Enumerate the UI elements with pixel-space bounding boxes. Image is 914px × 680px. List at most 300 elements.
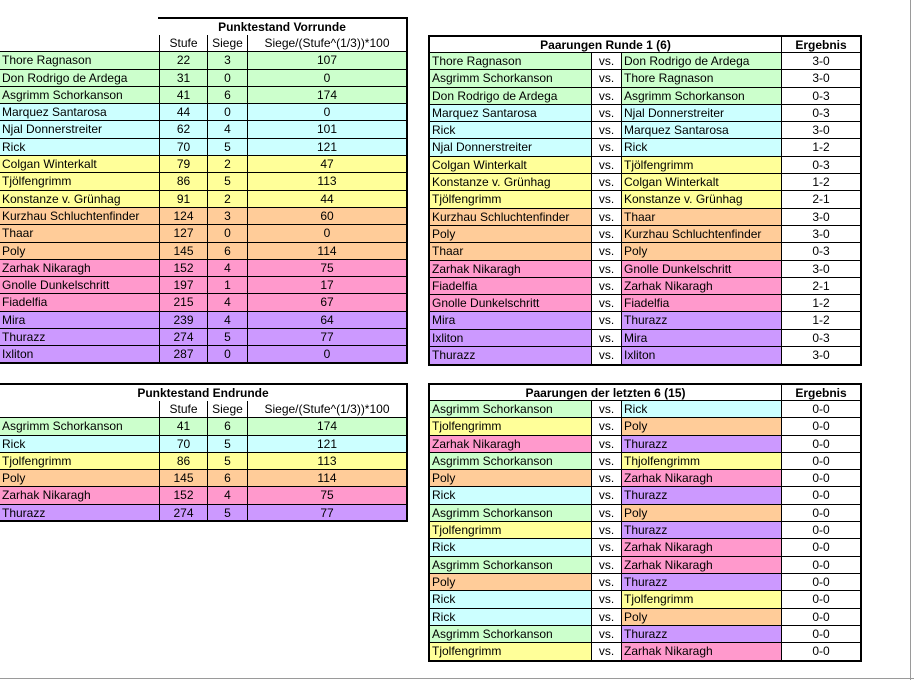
pairings-round1-table xyxy=(428,35,862,366)
pairing-player-a: Tjolfengrimm xyxy=(430,418,592,435)
pairing-vs: vs. xyxy=(592,157,622,174)
pairing-player-b: Thurazz xyxy=(622,436,782,453)
header-name xyxy=(0,35,160,52)
player-stufe: 197 xyxy=(160,277,208,294)
pairing-player-b: Poly xyxy=(622,609,782,626)
table-row xyxy=(0,173,408,190)
player-name: Thaar xyxy=(0,225,160,242)
pairing-player-a: Rick xyxy=(430,122,592,139)
standings-prelim-title: Punktestand Vorrunde xyxy=(158,17,408,35)
pairings-final-table xyxy=(428,383,862,662)
table-row xyxy=(430,436,860,453)
player-name: Thurazz xyxy=(0,505,160,522)
table-row xyxy=(0,505,408,522)
standings-final-title: Punktestand Endrunde xyxy=(0,383,408,401)
table-row xyxy=(0,418,408,435)
pairing-result: 0-3 xyxy=(782,88,860,105)
player-siege: 6 xyxy=(208,418,248,435)
player-score: 60 xyxy=(248,208,408,225)
pairing-vs: vs. xyxy=(592,418,622,435)
pairing-player-b: Gnolle Dunkelschritt xyxy=(622,261,782,278)
pairing-vs: vs. xyxy=(592,209,622,226)
pairing-player-b: Ixliton xyxy=(622,347,782,364)
pairing-vs: vs. xyxy=(592,139,622,156)
player-siege: 3 xyxy=(208,52,248,69)
player-siege: 2 xyxy=(208,156,248,173)
table-row xyxy=(430,643,860,660)
pairing-result: 0-0 xyxy=(782,470,860,487)
player-score: 114 xyxy=(248,243,408,260)
player-score: 64 xyxy=(248,312,408,329)
pairing-result: 0-3 xyxy=(782,157,860,174)
player-siege: 4 xyxy=(208,294,248,311)
player-stufe: 152 xyxy=(160,260,208,277)
pairing-vs: vs. xyxy=(592,487,622,504)
pairing-vs: vs. xyxy=(592,574,622,591)
player-siege: 3 xyxy=(208,208,248,225)
pairing-player-b: Thore Ragnason xyxy=(622,70,782,87)
player-name: Thurazz xyxy=(0,329,160,346)
pairing-vs: vs. xyxy=(592,105,622,122)
pairing-vs: vs. xyxy=(592,643,622,660)
player-name: Zarhak Nikaragh xyxy=(0,260,160,277)
header-stufe: Stufe xyxy=(160,35,208,52)
table-row xyxy=(430,209,860,226)
standings-final-header xyxy=(0,401,408,418)
player-score: 0 xyxy=(248,225,408,242)
player-name: Rick xyxy=(0,139,160,156)
player-stufe: 215 xyxy=(160,294,208,311)
header-score: Siege/(Stufe^(1/3))*100 xyxy=(248,401,408,418)
standings-prelim-header xyxy=(0,35,408,52)
player-name: Fiadelfia xyxy=(0,294,160,311)
pairing-result: 1-2 xyxy=(782,295,860,312)
pairing-player-a: Zarhak Nikaragh xyxy=(430,436,592,453)
table-row xyxy=(0,52,408,69)
player-score: 0 xyxy=(248,104,408,121)
player-stufe: 127 xyxy=(160,225,208,242)
pairing-player-a: Asgrimm Schorkanson xyxy=(430,401,592,418)
table-row xyxy=(0,243,408,260)
pairing-result: 0-0 xyxy=(782,401,860,418)
pairing-player-a: Poly xyxy=(430,470,592,487)
pairings-final-title: Paarungen der letzten 6 (15) xyxy=(430,385,782,400)
pairing-result: 1-2 xyxy=(782,174,860,191)
pairings-final-rows xyxy=(428,401,862,662)
pairings-round1-result-header: Ergebnis xyxy=(795,38,847,52)
table-row xyxy=(430,557,860,574)
table-row xyxy=(0,436,408,453)
pairing-vs: vs. xyxy=(592,312,622,329)
pairing-player-a: Asgrimm Schorkanson xyxy=(430,70,592,87)
table-row xyxy=(0,139,408,156)
table-row xyxy=(430,70,860,87)
pairing-player-b: Thaar xyxy=(622,209,782,226)
pairing-result: 0-0 xyxy=(782,626,860,643)
pairing-result: 0-0 xyxy=(782,418,860,435)
pairing-vs: vs. xyxy=(592,505,622,522)
pairing-player-a: Colgan Winterkalt xyxy=(430,157,592,174)
player-name: Thore Ragnason xyxy=(0,52,160,69)
table-row xyxy=(430,88,860,105)
pairing-vs: vs. xyxy=(592,522,622,539)
table-row xyxy=(430,505,860,522)
pairing-player-a: Rick xyxy=(430,539,592,556)
player-stufe: 145 xyxy=(160,470,208,487)
pairing-player-b: Thurazz xyxy=(622,574,782,591)
table-row xyxy=(430,312,860,329)
pairing-result: 1-2 xyxy=(782,139,860,156)
player-name: Tjolfengrimm xyxy=(0,453,160,470)
player-siege: 5 xyxy=(208,505,248,522)
table-row xyxy=(430,609,860,626)
player-siege: 5 xyxy=(208,329,248,346)
pairing-player-a: Thaar xyxy=(430,243,592,260)
pairing-player-b: Poly xyxy=(622,505,782,522)
player-name: Don Rodrigo de Ardega xyxy=(0,70,160,87)
pairing-player-a: Marquez Santarosa xyxy=(430,105,592,122)
player-score: 114 xyxy=(248,470,408,487)
player-stufe: 62 xyxy=(160,121,208,138)
player-name: Kurzhau Schluchtenfinder xyxy=(0,208,160,225)
player-siege: 5 xyxy=(208,139,248,156)
pairing-player-a: Gnolle Dunkelschritt xyxy=(430,295,592,312)
player-stufe: 239 xyxy=(160,312,208,329)
table-row xyxy=(430,626,860,643)
pairing-player-a: Thurazz xyxy=(430,347,592,364)
player-score: 77 xyxy=(248,505,408,522)
header-siege: Siege xyxy=(208,401,248,418)
pairing-player-b: Asgrimm Schorkanson xyxy=(622,88,782,105)
pairing-vs: vs. xyxy=(592,401,622,418)
player-score: 107 xyxy=(248,52,408,69)
player-name: Poly xyxy=(0,243,160,260)
pairing-vs: vs. xyxy=(592,557,622,574)
pairing-result: 0-0 xyxy=(782,557,860,574)
player-siege: 4 xyxy=(208,260,248,277)
player-score: 17 xyxy=(248,277,408,294)
player-siege: 0 xyxy=(208,104,248,121)
pairing-result: 2-1 xyxy=(782,191,860,208)
pairing-player-a: Rick xyxy=(430,591,592,608)
player-name: Rick xyxy=(0,436,160,453)
table-row xyxy=(0,277,408,294)
pairing-vs: vs. xyxy=(592,295,622,312)
pairing-vs: vs. xyxy=(592,453,622,470)
pairing-player-a: Asgrimm Schorkanson xyxy=(430,626,592,643)
player-siege: 4 xyxy=(208,487,248,504)
pairing-result: 3-0 xyxy=(782,209,860,226)
pairing-vs: vs. xyxy=(592,591,622,608)
pairing-player-a: Asgrimm Schorkanson xyxy=(430,453,592,470)
pairing-player-a: Zarhak Nikaragh xyxy=(430,261,592,278)
pairing-player-b: Thurazz xyxy=(622,487,782,504)
table-row xyxy=(0,208,408,225)
table-row xyxy=(0,453,408,470)
pairing-player-b: Thurazz xyxy=(622,312,782,329)
player-name: Zarhak Nikaragh xyxy=(0,487,160,504)
table-row xyxy=(0,104,408,121)
player-stufe: 22 xyxy=(160,52,208,69)
pairing-player-a: Asgrimm Schorkanson xyxy=(430,557,592,574)
player-score: 113 xyxy=(248,453,408,470)
table-row xyxy=(430,453,860,470)
player-score: 75 xyxy=(248,487,408,504)
pairing-result: 0-3 xyxy=(782,330,860,347)
table-row xyxy=(430,330,860,347)
pairing-player-b: Zarhak Nikaragh xyxy=(622,278,782,295)
pairing-vs: vs. xyxy=(592,53,622,70)
player-stufe: 70 xyxy=(160,139,208,156)
pairing-player-a: Thore Ragnason xyxy=(430,53,592,70)
player-stufe: 70 xyxy=(160,436,208,453)
player-name: Colgan Winterkalt xyxy=(0,156,160,173)
player-stufe: 86 xyxy=(160,173,208,190)
player-score: 174 xyxy=(248,87,408,104)
pairing-player-b: Zarhak Nikaragh xyxy=(622,557,782,574)
table-row xyxy=(430,591,860,608)
pairing-result: 0-3 xyxy=(782,105,860,122)
table-row xyxy=(430,105,860,122)
pairing-player-a: Don Rodrigo de Ardega xyxy=(430,88,592,105)
player-siege: 6 xyxy=(208,243,248,260)
pairing-player-b: Konstanze v. Grünhag xyxy=(622,191,782,208)
pairings-final-result-header: Ergebnis xyxy=(795,386,847,400)
player-stufe: 287 xyxy=(160,346,208,363)
pairing-vs: vs. xyxy=(592,626,622,643)
pairing-player-a: Tjolfengrimm xyxy=(430,643,592,660)
table-row xyxy=(430,487,860,504)
table-row xyxy=(430,574,860,591)
player-score: 0 xyxy=(248,346,408,363)
pairing-player-a: Tjolfengrimm xyxy=(430,522,592,539)
player-score: 0 xyxy=(248,70,408,87)
table-row xyxy=(0,70,408,87)
pairing-result: 0-3 xyxy=(782,243,860,260)
pairing-player-a: Konstanze v. Grünhag xyxy=(430,174,592,191)
player-siege: 6 xyxy=(208,470,248,487)
table-row xyxy=(430,295,860,312)
pairing-result: 0-0 xyxy=(782,436,860,453)
player-stufe: 44 xyxy=(160,104,208,121)
pairing-player-a: Kurzhau Schluchtenfinder xyxy=(430,209,592,226)
table-row xyxy=(430,226,860,243)
player-score: 113 xyxy=(248,173,408,190)
player-score: 77 xyxy=(248,329,408,346)
pairing-player-a: Tjölfengrimm xyxy=(430,191,592,208)
pairing-vs: vs. xyxy=(592,70,622,87)
table-row xyxy=(0,346,408,363)
player-score: 174 xyxy=(248,418,408,435)
table-row xyxy=(430,418,860,435)
pairings-round1-header xyxy=(428,35,862,53)
pairing-player-a: Njal Donnerstreiter xyxy=(430,139,592,156)
player-score: 121 xyxy=(248,436,408,453)
pairing-result: 0-0 xyxy=(782,453,860,470)
pairing-vs: vs. xyxy=(592,226,622,243)
table-row xyxy=(0,312,408,329)
pairing-player-a: Rick xyxy=(430,609,592,626)
player-score: 44 xyxy=(248,191,408,208)
player-stufe: 152 xyxy=(160,487,208,504)
player-siege: 5 xyxy=(208,453,248,470)
pairing-player-b: Zarhak Nikaragh xyxy=(622,470,782,487)
player-score: 121 xyxy=(248,139,408,156)
pairing-player-b: Marquez Santarosa xyxy=(622,122,782,139)
player-name: Asgrimm Schorkanson xyxy=(0,418,160,435)
pairing-result: 0-0 xyxy=(782,591,860,608)
pairing-vs: vs. xyxy=(592,278,622,295)
pairing-player-b: Don Rodrigo de Ardega xyxy=(622,53,782,70)
pairing-result: 3-0 xyxy=(782,70,860,87)
pairing-result: 0-0 xyxy=(782,574,860,591)
table-row xyxy=(430,522,860,539)
player-stufe: 79 xyxy=(160,156,208,173)
table-row xyxy=(430,243,860,260)
header-name xyxy=(0,401,160,418)
pairing-player-b: Fiadelfia xyxy=(622,295,782,312)
player-name: Gnolle Dunkelschritt xyxy=(0,277,160,294)
player-score: 101 xyxy=(248,121,408,138)
pairing-result: 3-0 xyxy=(782,226,860,243)
player-stufe: 41 xyxy=(160,87,208,104)
pairing-vs: vs. xyxy=(592,470,622,487)
pairing-result: 3-0 xyxy=(782,261,860,278)
table-row xyxy=(430,122,860,139)
pairing-result: 0-0 xyxy=(782,505,860,522)
player-stufe: 31 xyxy=(160,70,208,87)
table-row xyxy=(0,487,408,504)
standings-final-table xyxy=(0,383,408,522)
table-row xyxy=(430,53,860,70)
pairing-player-a: Asgrimm Schorkanson xyxy=(430,505,592,522)
pairings-round1-title: Paarungen Runde 1 (6) xyxy=(430,37,782,52)
player-name: Ixliton xyxy=(0,346,160,363)
player-name: Asgrimm Schorkanson xyxy=(0,87,160,104)
pairing-result: 3-0 xyxy=(782,347,860,364)
player-stufe: 41 xyxy=(160,418,208,435)
player-siege: 4 xyxy=(208,312,248,329)
table-row xyxy=(430,539,860,556)
table-row xyxy=(430,401,860,418)
pairing-player-b: Mira xyxy=(622,330,782,347)
pairing-player-b: Poly xyxy=(622,418,782,435)
pairing-player-b: Zarhak Nikaragh xyxy=(622,539,782,556)
pairing-player-a: Poly xyxy=(430,574,592,591)
pairing-player-b: Zarhak Nikaragh xyxy=(622,643,782,660)
table-row xyxy=(430,347,860,364)
player-siege: 2 xyxy=(208,191,248,208)
pairing-result: 0-0 xyxy=(782,539,860,556)
pairing-player-a: Fiadelfia xyxy=(430,278,592,295)
player-stufe: 274 xyxy=(160,329,208,346)
pairing-player-b: Tjolfengrimm xyxy=(622,591,782,608)
pairing-player-a: Ixliton xyxy=(430,330,592,347)
pairing-player-b: Thjolfengrimm xyxy=(622,453,782,470)
pairing-player-b: Njal Donnerstreiter xyxy=(622,105,782,122)
table-row xyxy=(0,329,408,346)
player-stufe: 86 xyxy=(160,453,208,470)
table-row xyxy=(430,261,860,278)
player-stufe: 124 xyxy=(160,208,208,225)
header-score: Siege/(Stufe^(1/3))*100 xyxy=(248,35,408,52)
pairing-vs: vs. xyxy=(592,122,622,139)
pairing-player-b: Poly xyxy=(622,243,782,260)
player-score: 67 xyxy=(248,294,408,311)
pairings-round1-rows xyxy=(428,53,862,366)
player-stufe: 145 xyxy=(160,243,208,260)
table-row xyxy=(0,191,408,208)
pairing-result: 0-0 xyxy=(782,487,860,504)
sheet-edge-right xyxy=(910,0,911,680)
pairing-player-a: Poly xyxy=(430,226,592,243)
pairings-final-header xyxy=(428,383,862,401)
pairing-vs: vs. xyxy=(592,436,622,453)
standings-prelim-rows xyxy=(0,52,408,363)
player-score: 47 xyxy=(248,156,408,173)
pairing-player-b: Kurzhau Schluchtenfinder xyxy=(622,226,782,243)
pairing-result: 0-0 xyxy=(782,522,860,539)
pairing-player-b: Thurazz xyxy=(622,522,782,539)
standings-prelim-table xyxy=(0,17,408,364)
sheet-edge-bottom xyxy=(0,678,914,679)
table-row xyxy=(430,139,860,156)
player-siege: 0 xyxy=(208,346,248,363)
pairing-result: 3-0 xyxy=(782,122,860,139)
header-siege: Siege xyxy=(208,35,248,52)
pairing-player-b: Rick xyxy=(622,139,782,156)
player-siege: 5 xyxy=(208,173,248,190)
player-name: Tjölfengrimm xyxy=(0,173,160,190)
pairing-player-b: Thurazz xyxy=(622,626,782,643)
table-row xyxy=(0,156,408,173)
pairing-result: 0-0 xyxy=(782,643,860,660)
pairing-vs: vs. xyxy=(592,88,622,105)
pairing-vs: vs. xyxy=(592,191,622,208)
pairing-result: 1-2 xyxy=(782,312,860,329)
pairing-vs: vs. xyxy=(592,330,622,347)
pairing-result: 2-1 xyxy=(782,278,860,295)
player-stufe: 91 xyxy=(160,191,208,208)
player-name: Poly xyxy=(0,470,160,487)
pairing-vs: vs. xyxy=(592,539,622,556)
player-score: 75 xyxy=(248,260,408,277)
pairing-player-a: Mira xyxy=(430,312,592,329)
header-stufe: Stufe xyxy=(160,401,208,418)
pairing-player-b: Tjölfengrimm xyxy=(622,157,782,174)
player-siege: 0 xyxy=(208,70,248,87)
table-row xyxy=(0,87,408,104)
player-name: Konstanze v. Grünhag xyxy=(0,191,160,208)
table-row xyxy=(430,157,860,174)
table-row xyxy=(430,470,860,487)
pairing-vs: vs. xyxy=(592,261,622,278)
pairing-result: 3-0 xyxy=(782,53,860,70)
player-name: Marquez Santarosa xyxy=(0,104,160,121)
table-row xyxy=(0,225,408,242)
player-siege: 5 xyxy=(208,436,248,453)
table-row xyxy=(430,174,860,191)
player-siege: 4 xyxy=(208,121,248,138)
table-row xyxy=(430,191,860,208)
player-siege: 0 xyxy=(208,225,248,242)
pairing-result: 0-0 xyxy=(782,609,860,626)
player-name: Njal Donnerstreiter xyxy=(0,121,160,138)
pairing-player-b: Rick xyxy=(622,401,782,418)
standings-final-rows xyxy=(0,418,408,522)
table-row xyxy=(430,278,860,295)
pairing-vs: vs. xyxy=(592,243,622,260)
